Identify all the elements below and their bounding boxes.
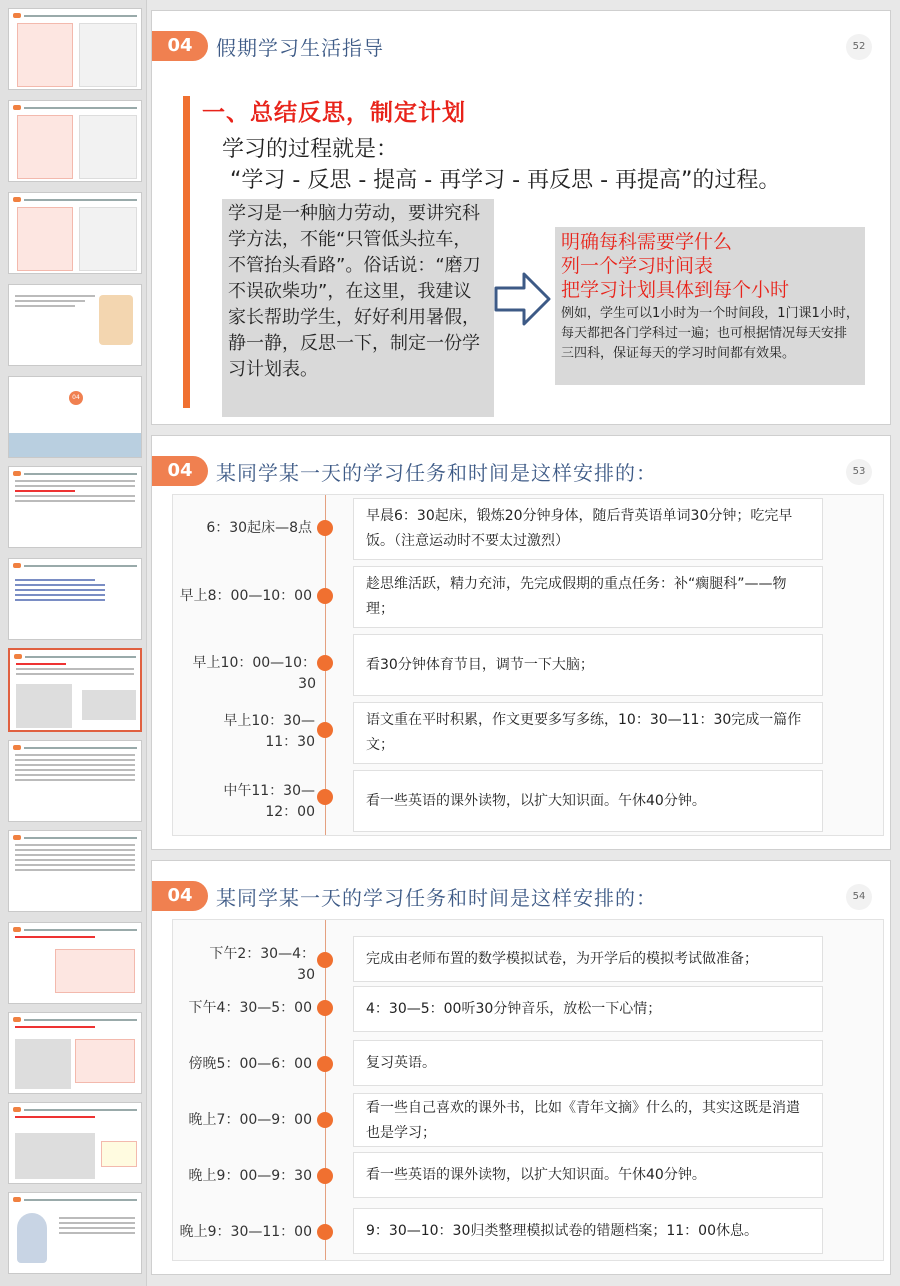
slide-53 [151, 435, 891, 850]
time-label: 下午4：30—5：00 [188, 1000, 312, 1016]
slide-thumbnail[interactable] [8, 740, 142, 822]
time-label: 晚上9：00—9：30 [188, 1168, 312, 1184]
schedule-panel [172, 919, 884, 1261]
task-item: 看一些英语的课外读物，以扩大知识面。午休40分钟。 [353, 770, 823, 832]
slide-54 [151, 860, 891, 1275]
time-label: 下午2：30—4：30 [209, 946, 315, 983]
slide-thumbnail[interactable] [8, 100, 142, 182]
time-label: 早上10：30—11：30 [223, 713, 315, 750]
slide-thumbnail[interactable] [8, 284, 142, 366]
plan-point: 把学习计划具体到每个小时 [561, 279, 790, 301]
time-label: 晚上7：00—9：00 [188, 1112, 312, 1128]
task-item: 4：30—5：00听30分钟音乐，放松一下心情； [353, 986, 823, 1032]
timeline-dot [317, 1000, 333, 1016]
slide-thumbnail[interactable] [8, 8, 142, 90]
timeline-dot [317, 952, 333, 968]
plan-box [555, 227, 865, 385]
time-label: 6：30起床—8点 [206, 520, 312, 536]
intro-line-2: “学习 - 反思 - 提高 - 再学习 - 再反思 - 再提高”的过程。 [230, 168, 781, 193]
time-label: 早上10：00—10：30 [192, 655, 316, 692]
timeline-dot [317, 722, 333, 738]
section-title: 一、总结反思，制定计划 [202, 100, 466, 126]
schedule-panel [172, 494, 884, 836]
task-item: 完成由老师布置的数学模拟试卷，为开学后的模拟考试做准备； [353, 936, 823, 982]
slide-thumbnail-active[interactable] [8, 648, 142, 732]
timeline-dot [317, 588, 333, 604]
task-item: 语文重在平时积累，作文更要多写多练，10：30—11：30完成一篇作文； [353, 702, 823, 764]
slide-thumbnail[interactable] [8, 1012, 142, 1094]
section-badge: 04 [152, 456, 208, 486]
slide-thumbnail[interactable] [8, 922, 142, 1004]
task-item: 看30分钟体育节目，调节一下大脑； [353, 634, 823, 696]
slide-thumbnail-panel [0, 0, 147, 1286]
timeline-dot [317, 789, 333, 805]
time-label: 中午11：30—12：00 [223, 783, 315, 820]
task-item: 趁思维活跃，精力充沛，先完成假期的重点任务：补“瘸腿科”——物理； [353, 566, 823, 628]
slide-header [152, 456, 657, 486]
task-item: 早晨6：30起床，锻炼20分钟身体，随后背英语单词30分钟；吃完早饭。（注意运动时不要太过激烈） [353, 498, 823, 560]
slide-heading: 某同学某一天的学习任务和时间是这样安排的： [216, 460, 657, 485]
slide-header [152, 881, 657, 911]
slide-heading: 假期学习生活指导 [216, 35, 384, 60]
page-number: 54 [846, 884, 872, 910]
time-label: 早上8：00—10：00 [179, 588, 312, 604]
page-number: 52 [846, 34, 872, 60]
explanation-box: 学习是一种脑力劳动，要讲究科学方法，不能“只管低头拉车，不管抬头看路”。俗话说：“磨刀不误砍柴功”，在这里，我建议家长帮助学生，好好利用暑假，静一静，反思一下，制定一份学习计划表。 [222, 199, 494, 417]
task-item: 看一些英语的课外读物，以扩大知识面。午休40分钟。 [353, 1152, 823, 1198]
accent-bar [183, 96, 190, 408]
timeline-dot [317, 655, 333, 671]
intro-line-1: 学习的过程就是： [222, 137, 399, 162]
slide-heading: 某同学某一天的学习任务和时间是这样安排的： [216, 885, 657, 910]
time-label: 晚上9：30—11：00 [179, 1224, 312, 1240]
plan-point: 明确每科需要学什么 [561, 231, 733, 253]
task-item: 看一些自己喜欢的课外书，比如《青年文摘》什么的，其实这既是消遣也是学习； [353, 1093, 823, 1147]
timeline-dot [317, 1168, 333, 1184]
timeline-dot [317, 1112, 333, 1128]
timeline-dot [317, 1224, 333, 1240]
plan-point: 列一个学习时间表 [561, 255, 714, 277]
slide-thumbnail[interactable] [8, 558, 142, 640]
plan-example: 例如，学生可以1小时为一个时间段，1门课1小时，每天都把各门学科过一遍；也可根据情况每天安排三四科，保证每天的学习时间都有效果。 [561, 306, 859, 361]
slide-thumbnail[interactable] [8, 1102, 142, 1184]
right-arrow-icon [494, 271, 552, 327]
slide-thumbnail[interactable]: 04 暑期奋进，收获未来 [8, 376, 142, 458]
timeline-dot [317, 1056, 333, 1072]
time-label: 傍晚5：00—6：00 [188, 1056, 312, 1072]
slide-thumbnail[interactable] [8, 192, 142, 274]
task-item: 复习英语。 [353, 1040, 823, 1086]
slide-thumbnail[interactable] [8, 466, 142, 548]
timeline-dot [317, 520, 333, 536]
section-badge: 04 [152, 31, 208, 61]
slide-thumbnail[interactable] [8, 830, 142, 912]
task-item: 9：30—10：30归类整理模拟试卷的错题档案；11：00休息。 [353, 1208, 823, 1254]
slide-thumbnail[interactable] [8, 1192, 142, 1274]
page-number: 53 [846, 459, 872, 485]
slide-52 [151, 10, 891, 425]
section-badge: 04 [152, 881, 208, 911]
slide-header [152, 31, 384, 61]
